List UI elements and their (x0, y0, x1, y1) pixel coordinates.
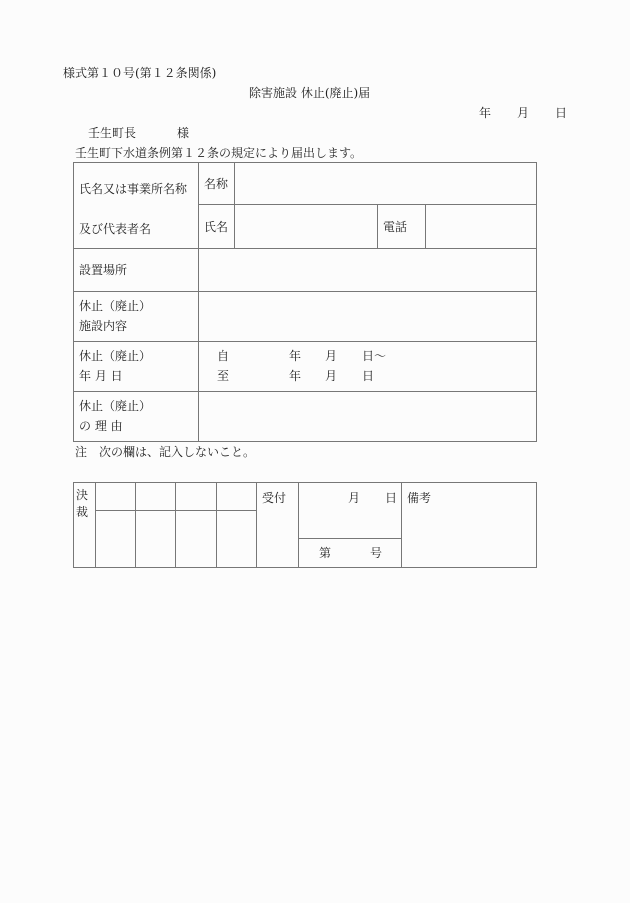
name-label: 名称 (204, 177, 229, 191)
applicant-label-line1: 氏名又は事業所名称 (79, 182, 188, 196)
reception-day: 日 (385, 491, 398, 505)
person-label: 氏名 (204, 220, 229, 234)
reception-month: 月 (348, 491, 361, 505)
note: 注 次の欄は、記入しないこと。 (75, 445, 256, 459)
reason-field[interactable] (202, 394, 534, 439)
approval-label-line1: 決 (76, 488, 89, 502)
phone-field[interactable] (428, 208, 534, 246)
reason-label-line1: 休止（廃止） (79, 399, 152, 413)
honorific: 様 (177, 126, 190, 140)
period-from-month: 月 (325, 349, 338, 363)
content-label-line2: 施設内容 (79, 319, 128, 333)
representative-name-field[interactable] (238, 208, 374, 246)
business-name-field[interactable] (238, 166, 534, 202)
number-suffix: 号 (370, 546, 383, 560)
period-to-month: 月 (325, 369, 338, 383)
page-title: 除害施設 休止(廃止)届 (249, 86, 371, 100)
period-label-line2: 年 月 日 (79, 369, 123, 383)
statement: 壬生町下水道条例第１２条の規定により届出します。 (75, 146, 363, 160)
period-label-line1: 休止（廃止） (79, 349, 152, 363)
period-to-year: 年 (289, 369, 302, 383)
facility-content-field[interactable] (202, 294, 534, 339)
number-prefix: 第 (319, 546, 332, 560)
period-to-prefix: 至 (217, 369, 230, 383)
reason-label-line2: の 理 由 (79, 419, 123, 433)
date-day: 日 (555, 106, 568, 120)
period-to-day: 日 (362, 369, 375, 383)
period-from-prefix: 自 (217, 349, 230, 363)
content-label-line1: 休止（廃止） (79, 299, 152, 313)
form-number: 様式第１０号(第１２条関係) (63, 66, 217, 80)
date-month: 月 (517, 106, 530, 120)
period-from-day: 日～ (362, 349, 387, 363)
remarks-label: 備考 (407, 491, 432, 505)
addressee: 壬生町長 (88, 126, 137, 140)
location-label: 設置場所 (79, 263, 128, 277)
location-field[interactable] (202, 251, 534, 289)
date-year: 年 (479, 106, 492, 120)
period-from-year: 年 (289, 349, 302, 363)
approval-label-line2: 裁 (76, 505, 89, 519)
reception-label: 受付 (262, 491, 287, 505)
phone-label: 電話 (383, 220, 408, 234)
applicant-label-line2: 及び代表者名 (79, 222, 152, 236)
